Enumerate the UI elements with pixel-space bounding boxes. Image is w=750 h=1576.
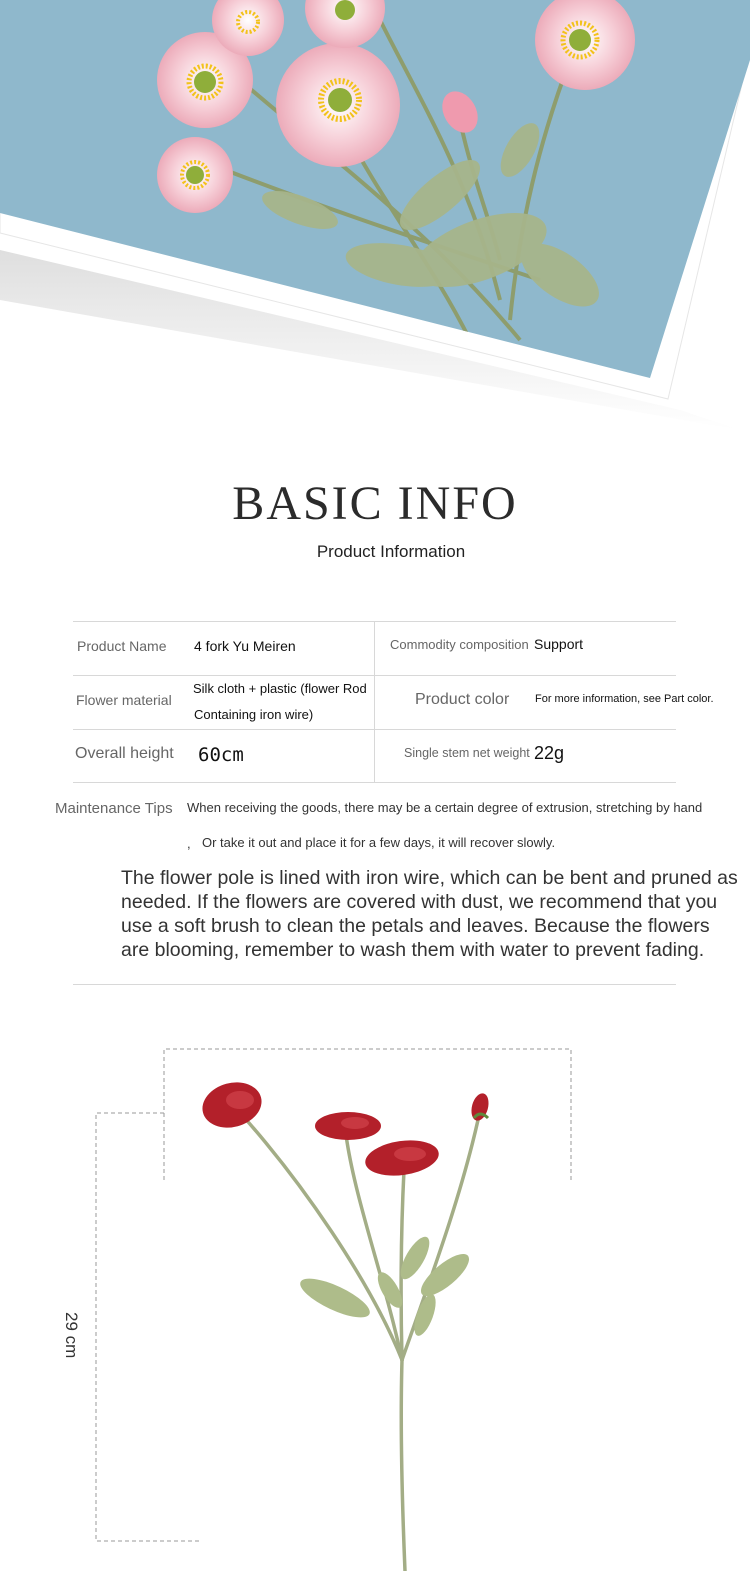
product-name-label: Product Name [77,638,167,654]
maintenance-label: Maintenance Tips [55,800,173,817]
grid-divider [73,782,676,783]
material-value-line2: Containing iron wire) [194,707,314,722]
hero-photo [0,0,750,440]
maintenance-comma: , [187,836,191,851]
product-name-value: 4 fork Yu Meiren [194,638,296,654]
height-value: 60cm [198,744,244,766]
weight-label: Single stem net weight [404,746,530,760]
maintenance-line-1: When receiving the goods, there may be a certain degree of extrusion, stretching by hand [187,800,703,815]
product-photo [0,1030,750,1571]
composition-label: Commodity composition [390,637,529,652]
maintenance-paragraph: The flower pole is lined with iron wire, which can be bent and pruned as needed. If the flowers are covered with dust, we recommend that you use a soft brush to clean the petals and leaves. Because the flowers are blooming, remember to wash them with water to prevent fading. [121,867,738,961]
product-color-label: Product color [415,691,510,708]
grid-divider-vertical [374,622,375,782]
red-poppy-stem-photo [0,1030,750,1571]
pink-poppies-photo [0,0,750,440]
section-subtitle: Product Information [316,542,466,561]
section-divider [73,984,676,985]
composition-value: Support [534,636,584,652]
weight-value: 22g [534,743,565,763]
maintenance-line-2: Or take it out and place it for a few days, it will recover slowly. [202,835,556,850]
section-title: BASIC INFO [232,477,518,530]
material-label: Flower material [76,692,172,708]
material-value-line1: Silk cloth + plastic (flower Rod [193,681,367,696]
product-color-value: For more information, see Part color. [535,693,714,705]
dimension-label: 29 cm [62,1312,81,1359]
height-label: Overall height [75,745,174,762]
